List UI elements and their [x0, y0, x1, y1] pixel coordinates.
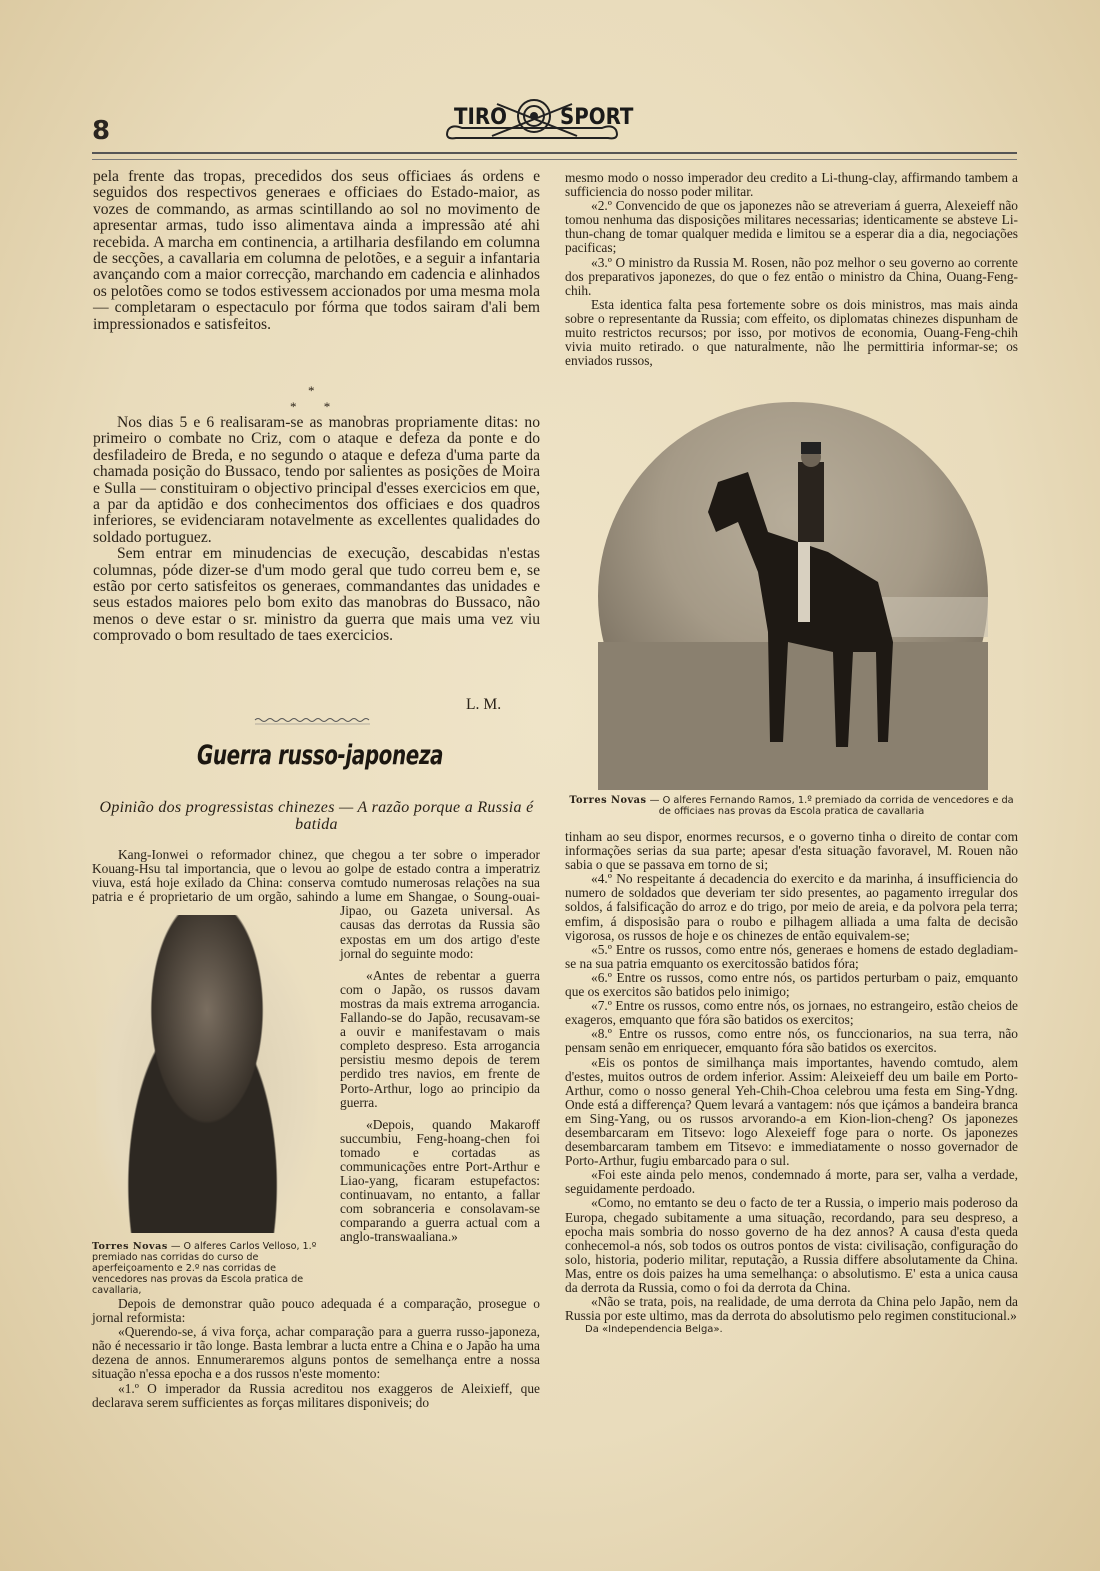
paragraph: «Eis os pontos de similhança mais importantes, havendo comtudo, alem d'estes, muitos outros de ordem inferior. Assim: Aleixeieff deu um baile em Porto-Arthur, como o nosso general Yeh-Chih-Choa celebrou uma festa em Sing-Ydng. Onde está a differença? Quem levará a vantagem: nós que içámos a bandeira branca em Sing-Yang, ou os russos arvorando-a em Kion-lion-cheng? Os japonezes desembarcaram em Titsevo: logo Alexeieff foge para o norte. Os japonezes desembarcaram tambem em Titsevo: e immediatamente o nosso governador de Porto-Arthur, fugiu embarcado para o sul.: [565, 1054, 1018, 1169]
svg-text:SPORT: SPORT: [560, 105, 634, 130]
horseman-photo: [598, 402, 988, 790]
masthead-logo: [442, 96, 634, 142]
paragraph: «Querendo-se, á viva força, achar comparação para a guerra russo-japoneza, não é necessario ir tão longe. Basta lembrar a lucta entre a China e o Japão ha uma dezena de annos. Ennumeraremos alguns pontos de semelhança entre a nossa situação n'essa epocha e a dos russos n'este momento:: [92, 1324, 540, 1382]
separator-asterisks: * *: [290, 399, 331, 414]
page-number: 8: [92, 116, 111, 146]
paragraph: tinham ao seu dispor, enormes recursos, e o governo tinha o direito de contar com informações serias da sua parte; apesar d'esta situação favoravel, M. Rouen não sabia o que se passava em torno de si;: [565, 829, 1018, 873]
article-subtitle: Opinião dos progressistas chinezes — A razão porque a Russia é batida: [99, 799, 534, 833]
quote-paragraph: «Depois, quando Makaroff succumbiu, Feng-hoang-chen foi tomado e cortadas as communicações entre Port-Arthur e Liao-yang, ficaram estupefactos: continuavam, no entanto, a fallar com sobranceria e consolavam-se comparando a guerra actual com a anglo-transwaaliana.»: [340, 1116, 540, 1245]
article-right-top: [565, 171, 1018, 368]
paragraph: «6.º Entre os russos, como entre nós, os partidos perturbam o paiz, emquanto que os exercitos são batidos pelo inimigo;: [565, 969, 1018, 1000]
article-title: Guerra russo-japoneza: [196, 740, 444, 771]
paragraph: Nos dias 5 e 6 realisaram-se as manobras propriamente ditas: no primeiro o combate no Criz, com o ataque e defeza da ponte e do desfiladeiro de Breda, e no segundo o ataque e defeza d'uma parte da chamada posição do Bussaco, tendo por salientes as posições de Moira e Sulla — constituiram o objectivo principal d'esses exercicios em que, a par da aptidão e dos conhecimentos dos officiaes e dos quadros inferiores, se evidenciaram notavelmente as excellentes qualidades do soldado portuguez.: [93, 414, 540, 546]
article-left-column: [92, 848, 540, 1410]
paragraph: «4.º No respeitante á decadencia do exercito e da marinha, á insufficiencia do numero de soldados que deveriam ter sido presentes, ao pagamento irregular dos soldos, á falsificação do arroz e do trigo, por meio de areia, e da polvora pela terra; emfim, á disposisão para o roubo e pilhagem alliada a uma falta de decisão vigorosa, os russos de hoje e os chinezes de então equivalem-se;: [565, 871, 1018, 943]
paragraph: Depois de demonstrar quão pouco adequada é a comparação, prosegue o jornal reformista:: [92, 1296, 540, 1326]
article-right-bottom: [565, 830, 1018, 1337]
photo-caption: [565, 795, 1018, 817]
paragraph: «2.º Convencido de que os japonezes não se atreveriam á guerra, Alexeieff não tomou nenhuma das disposições militares necessarias; identicamente se absteve Li-thun-chang de tomar qualquer medida e limitou se a esperar dia a dia, negociações pacificas;: [565, 198, 1018, 256]
svg-text:TIRO: TIRO: [454, 105, 507, 130]
paragraph: Kang-Ionwei o reformador chinez, que chegou a ter sobre o imperador Kouang-Hsu tal importancia, que o levou ao golpe de estado contra a imperatriz viuva, está hoje exilado da China: conserva comtudo numerosas relações na sua patria e é proprietario de um orgão, sahindo a lume em Shangae, o Soung-ouai-Jipao, ou Gazeta universal. As causas das derrotas da Russia são expostas em um dos artigo d'este jornal do seguinte modo:: [92, 847, 540, 961]
paragraph: «3.º O ministro da Russia M. Rosen, não poz melhor o seu governo ao corrente dos preparativos japonezes, do que o fez então o ministro da China, Ouang-Feng-chih.: [565, 254, 1018, 298]
portrait-figure: [92, 905, 330, 1297]
article-continuation: [93, 169, 540, 333]
caption-text: — O alferes Carlos Velloso, 1.º premiado nas corridas do curso de aperfeiçoamento e 2.º nas corridas de vencedores nas provas da Escola pratica de cavallaria,: [92, 1241, 317, 1296]
horse-rider-silhouette: [598, 402, 988, 790]
paragraph: mesmo modo o nosso imperador deu credito a Li-thung-clay, affirmando tambem a sufficiencia do nosso poder militar.: [565, 170, 1018, 200]
paragraph: «8.º Entre os russos, como entre nós, os funccionarios, na sua terra, não pensam senão em enriquecer, emquanto fóra são batidos os exercitos.: [565, 1026, 1018, 1056]
paragraph: Esta identica falta pesa fortemente sobre os dois ministros, mas mais ainda sobre o representante da Russia; com effeito, os diplomatas chinezes dispunham de muito restrictos recursos; por isso, por motivos de economia, Ouang-Feng-chih vivia muito retirado. o que naturalmente, não lhe permittiria informar-se; os enviados russos,: [565, 296, 1018, 369]
caption-place: Torres Novas: [569, 795, 647, 806]
paragraph: «Não se trata, pois, na realidade, de uma derrota da China pelo Japão, nem da Russia por este ultimo, mas da derrota do absolutismo pelo regimen constitucional.»: [565, 1294, 1018, 1324]
paragraph: «5.º Entre os russos, como entre nós, generaes e homens de estado degladiam-se na sua patria emquanto os exercitossão batidos fóra;: [565, 941, 1018, 971]
paragraph: «1.º O imperador da Russia acreditou nos exaggeros de Aleixieff, que declarava serem sufficientes as forças militares disponiveis; do: [92, 1380, 540, 1410]
paragraph: «Como, no emtanto se deu o facto de ter a Russia, o imperio mais poderoso da Europa, chegado subitamente a uma situação, recordando, para seu despreso, a epocha mais sombria do nosso governo de ha dez annos? A causa d'esta queda conhecemol-a nós, sob todos os outros pontos de vista: civilisação, configuração do solo, historia, poderio militar, reputação, a Russia differe absolutamente da China. Mas, entre os dois paizes ha uma semelhança: o absolutismo. E' esta a unica causa da derrota da Russia, como o foi da derrota da China.: [565, 1195, 1018, 1295]
caption-place: Torres Novas: [92, 1241, 168, 1252]
source-credit: Da «Independencia Belga».: [585, 1324, 723, 1336]
caption-text: — O alferes Fernando Ramos, 1.º premiado da corrida de vencedores e da de officiaes nas provas da Escola pratica de cavallaria: [646, 795, 1014, 817]
paragraph: pela frente das tropas, precedidos dos seus officiaes ás ordens e seguidos dos respectivos generaes e officiaes do Estado-maior, as vozes de commando, as armas scintillando ao sol no movimento de apresentar armas, tudo isso alimentava ainda a impressão até ahi recebida. A marcha em continencia, a artilharia desfilando em columna de secções, a cavallaria em columna de pelotões, e a seguir a infantaria avançando com a maior correcção, marchando em cadencia e alinhados os pelotões como se todos estivessem accionados por uma mesma mola — completaram o espectaculo por fórma que todos sairam d'ali bem impressionados e satisfeitos.: [93, 168, 540, 333]
quote-paragraph: «Antes de rebentar a guerra com o Japão, os russos davam mostras da mais extrema arrogancia. Fallando-se do Japão, recusavam-se a ouvir e manifestavam o mais completo despreso. Esta arrogancia persistiu mesmo depois de terem perdido tres navios, em frente de Porto-Arthur, logo ao principio da guerra.: [340, 967, 540, 1110]
decorative-divider: [255, 716, 370, 726]
manoeuvres-text: [93, 415, 540, 645]
portrait-photo: [96, 915, 318, 1233]
paragraph: «7.º Entre os russos, como entre nós, os jornaes, no estrangeiro, estão cheios de exageros, emquanto que fóra são batidos os exercitos;: [565, 998, 1018, 1028]
separator-asterisk: *: [308, 383, 315, 398]
portrait-caption: [92, 1241, 330, 1296]
paragraph: «Foi este ainda pelo menos, condemnado á morte, para ser, valha a verdade, seguidamente perdoado.: [565, 1167, 1018, 1197]
header-rule: [92, 152, 1017, 160]
author-signature: L. M.: [466, 696, 502, 713]
paragraph: Sem entrar em minudencias de execução, descabidas n'estas columnas, póde dizer-se d'um modo geral que tudo correu bem e, se estão por certo satisfeitos os generaes, commandantes das unidades e seus estados maiores pelo bom exito das manobras do Bussaco, não menos o deve estar o sr. ministro da guerra que mais uma vez viu comprovado o bom resultado de taes exercicios.: [93, 545, 540, 645]
